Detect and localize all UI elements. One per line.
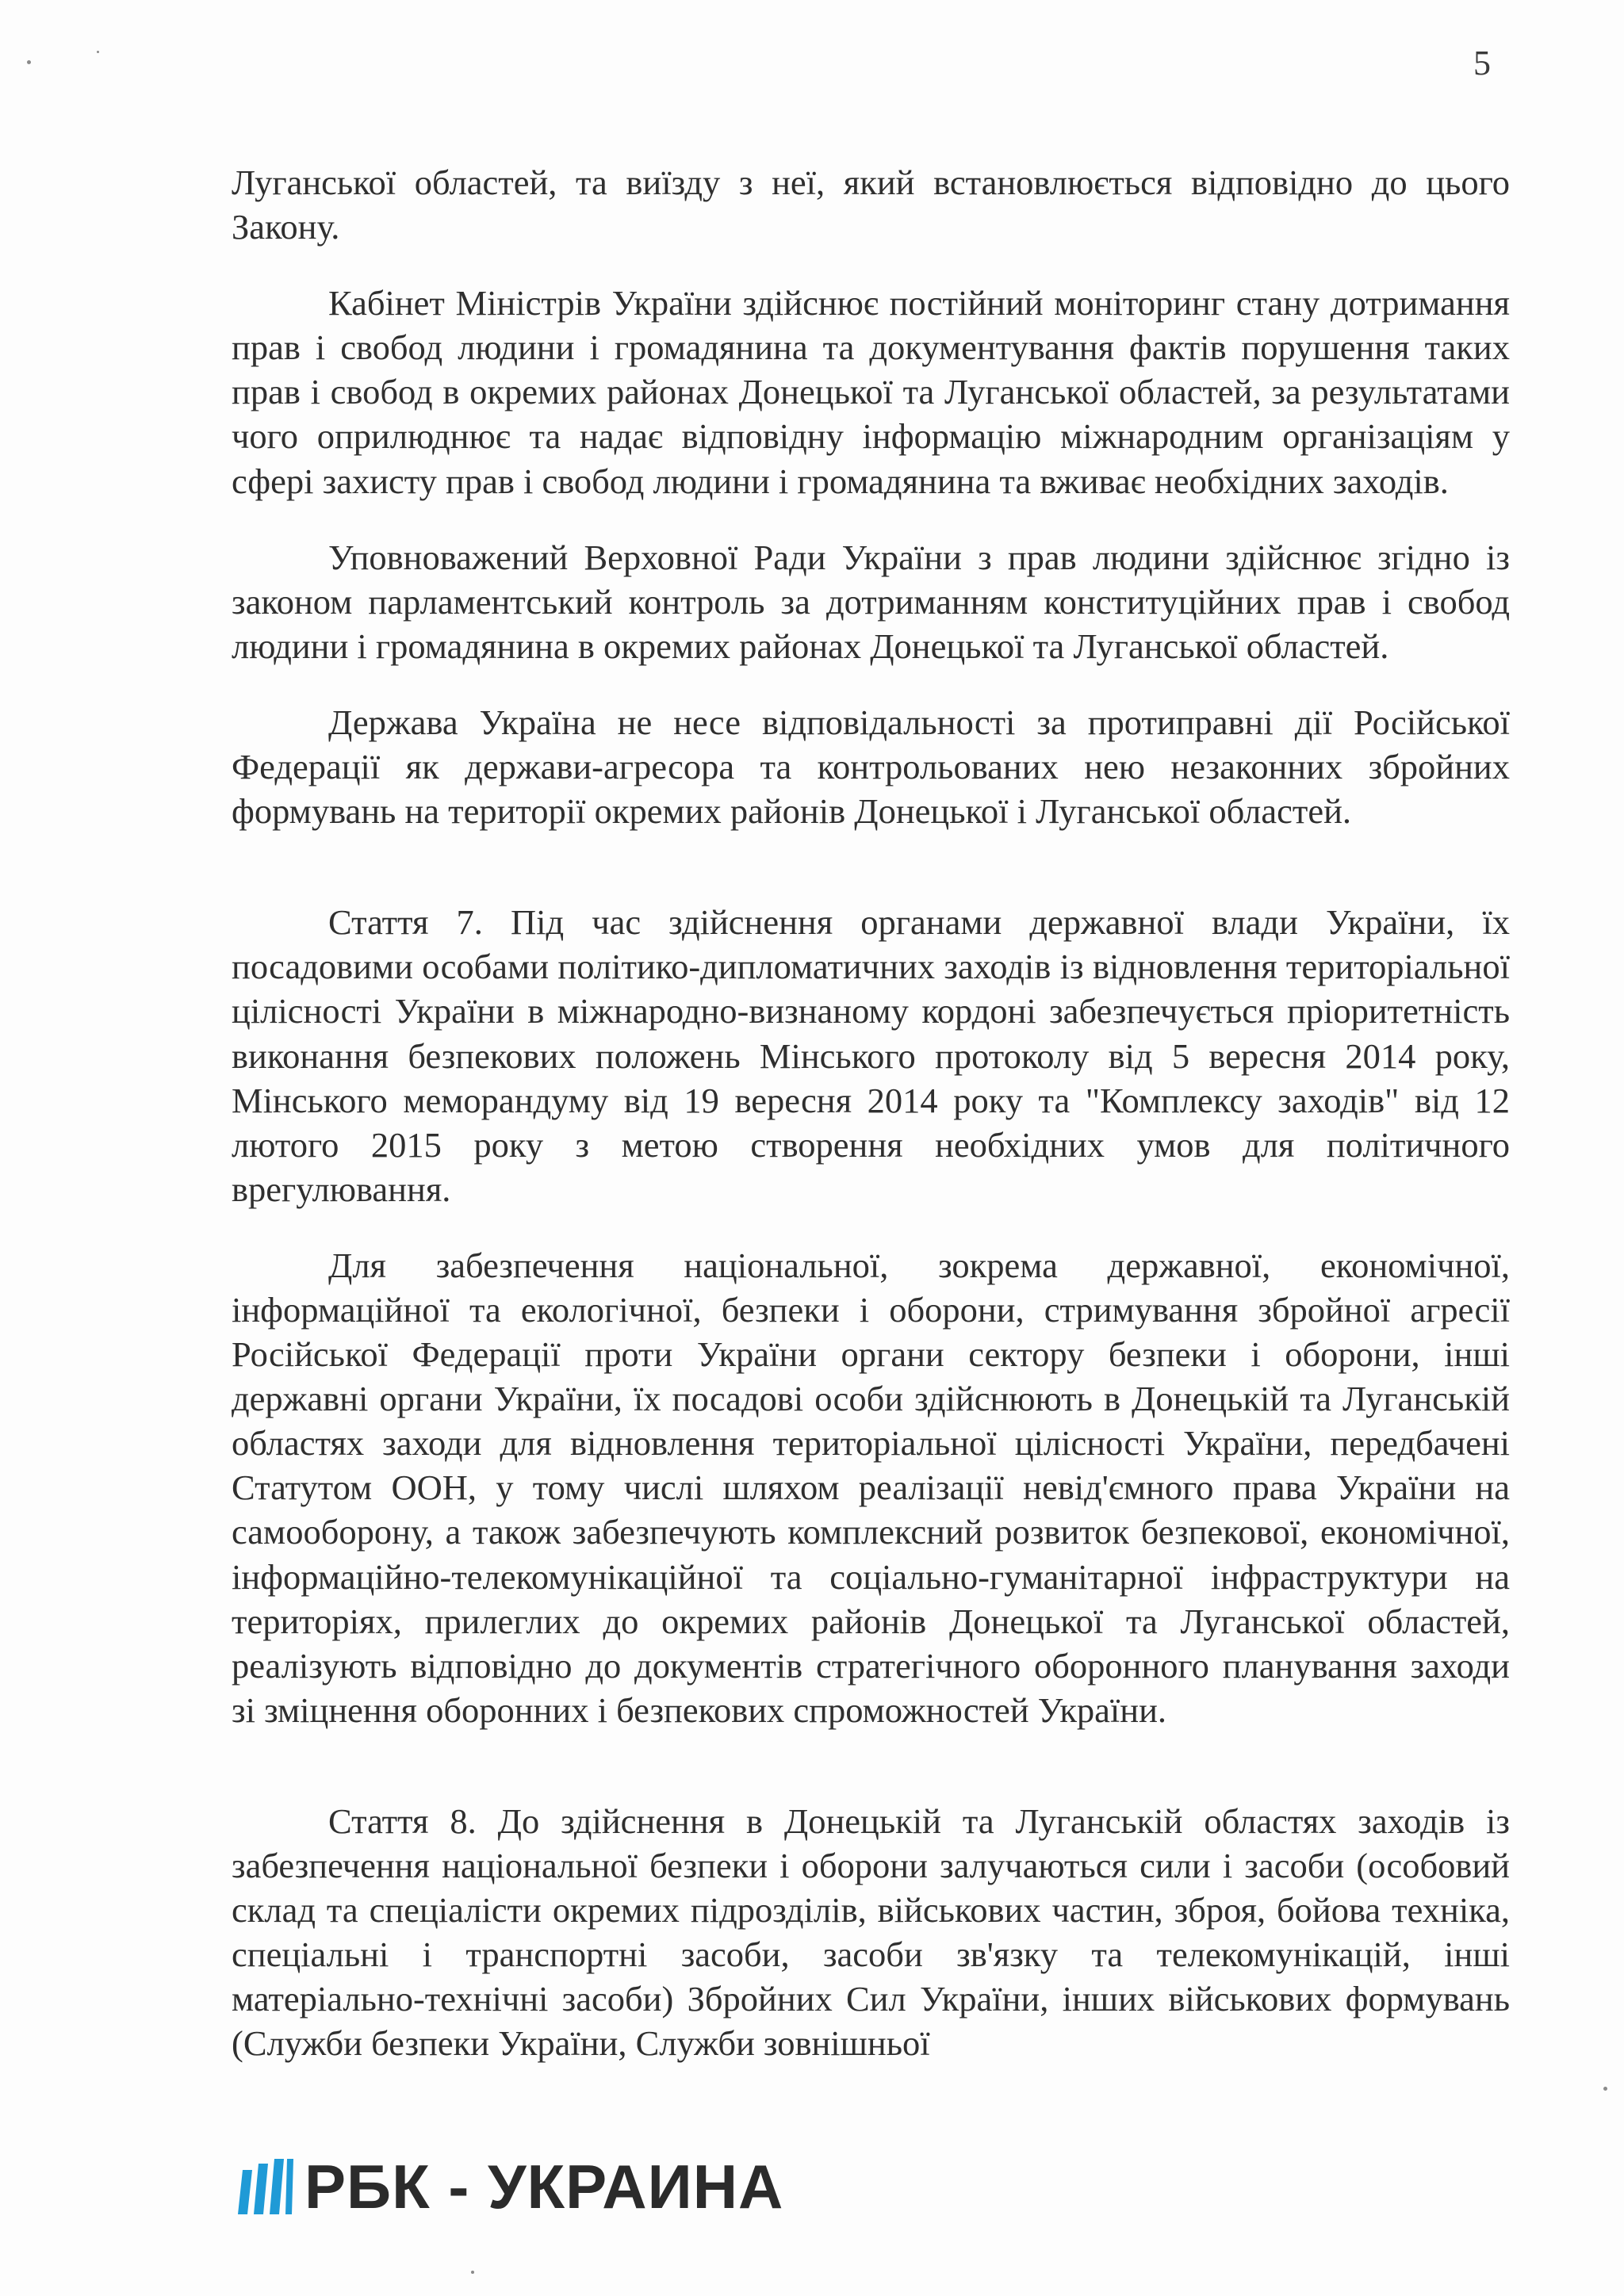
scan-speck bbox=[27, 60, 31, 64]
watermark-text: РБК - УКРАИНА bbox=[304, 2152, 784, 2221]
scan-speck bbox=[1603, 2087, 1607, 2091]
page-number: 5 bbox=[1473, 44, 1491, 82]
rbc-ukraine-watermark bbox=[236, 2153, 783, 2220]
document-body bbox=[232, 160, 1510, 2065]
scan-speck bbox=[97, 51, 99, 53]
rbc-logo-icon bbox=[236, 2159, 293, 2214]
paragraph-cabinet-monitoring: Кабінет Міністрів України здійснює постійний моніторинг стану дотримання прав і свобод людини і громадянина та документування фактів порушення таких прав і свобод в окремих районах Донецької та Луганської областей, за результатами чого оприлюднює та надає відповідну інформацію міжнародним організаціям у сфері захисту прав і свобод людини і громадянина та вживає необхідних заходів. bbox=[232, 283, 1510, 501]
paragraph-continued: Луганської областей, та виїзду з неї, який встановлюється відповідно до цього Закону. bbox=[232, 163, 1510, 247]
paragraph-article-8: Стаття 8. До здійснення в Донецькій та Луганській областях заходів із забезпечення національної безпеки і оборони залучаються сили і засоби (особовий склад та спеціалісти окремих підрозділів, військових частин, зброя, бойова техніка, спеціальні і транспортні засоби, засоби зв'язку та телекомунікацій, інші матеріально-технічні засоби) Збройних Сил України, інших військових формувань (Служби безпеки України, Служби зовнішньої bbox=[232, 1800, 1510, 2064]
scan-speck bbox=[471, 2271, 474, 2274]
paragraph-state-responsibility: Держава Україна не несе відповідальності за протиправні дії Російської Федерації як держави-агресора та контрольованих нею незаконних збройних формувань на території окремих районів Донецької і Луганської областей. bbox=[232, 702, 1510, 832]
paragraph-article-7: Стаття 7. Під час здійснення органами державної влади України, їх посадовими особами політико-дипломатичних заходів із відновлення територіальної цілісності України в міжнародно-визнаному кордоні забезпечується пріоритетність виконання безпекових положень Мінського протоколу від 5 вересня 2014 року, Мінського меморандуму від 19 вересня 2014 року та "Комплексу заходів" від 12 лютого 2015 року з метою створення необхідних умов для політичного врегулювання. bbox=[232, 902, 1510, 1209]
paragraph-ombudsman: Уповноважений Верховної Ради України з прав людини здійснює згідно із законом парламентський контроль за дотриманням конституційних прав і свобод людини і громадянина в окремих районах Донецької та Луганської областей. bbox=[232, 537, 1510, 666]
paragraph-article-7-defense: Для забезпечення національної, зокрема державної, економічної, інформаційної та екологічної, безпеки і оборони, стримування збройної агресії Російської Федерації проти України органи сектору безпеки і оборони, інші державні органи України, їх посадові особи здійснюють в Донецькій та Луганській областях заходи для відновлення територіальної цілісності України, передбачені Статутом ООН, у тому числі шляхом реалізації невід'ємного права України на самооборону, а також забезпечують комплексний розвиток безпекової, економічної, інформаційно-телекомунікаційної та соціально-гуманітарної інфраструктури на територіях, прилеглих до окремих районів Донецької та Луганської областей, реалізують відповідно до документів стратегічного оборонного планування заходи зі зміцнення оборонних і безпекових спроможностей України. bbox=[232, 1245, 1510, 1730]
